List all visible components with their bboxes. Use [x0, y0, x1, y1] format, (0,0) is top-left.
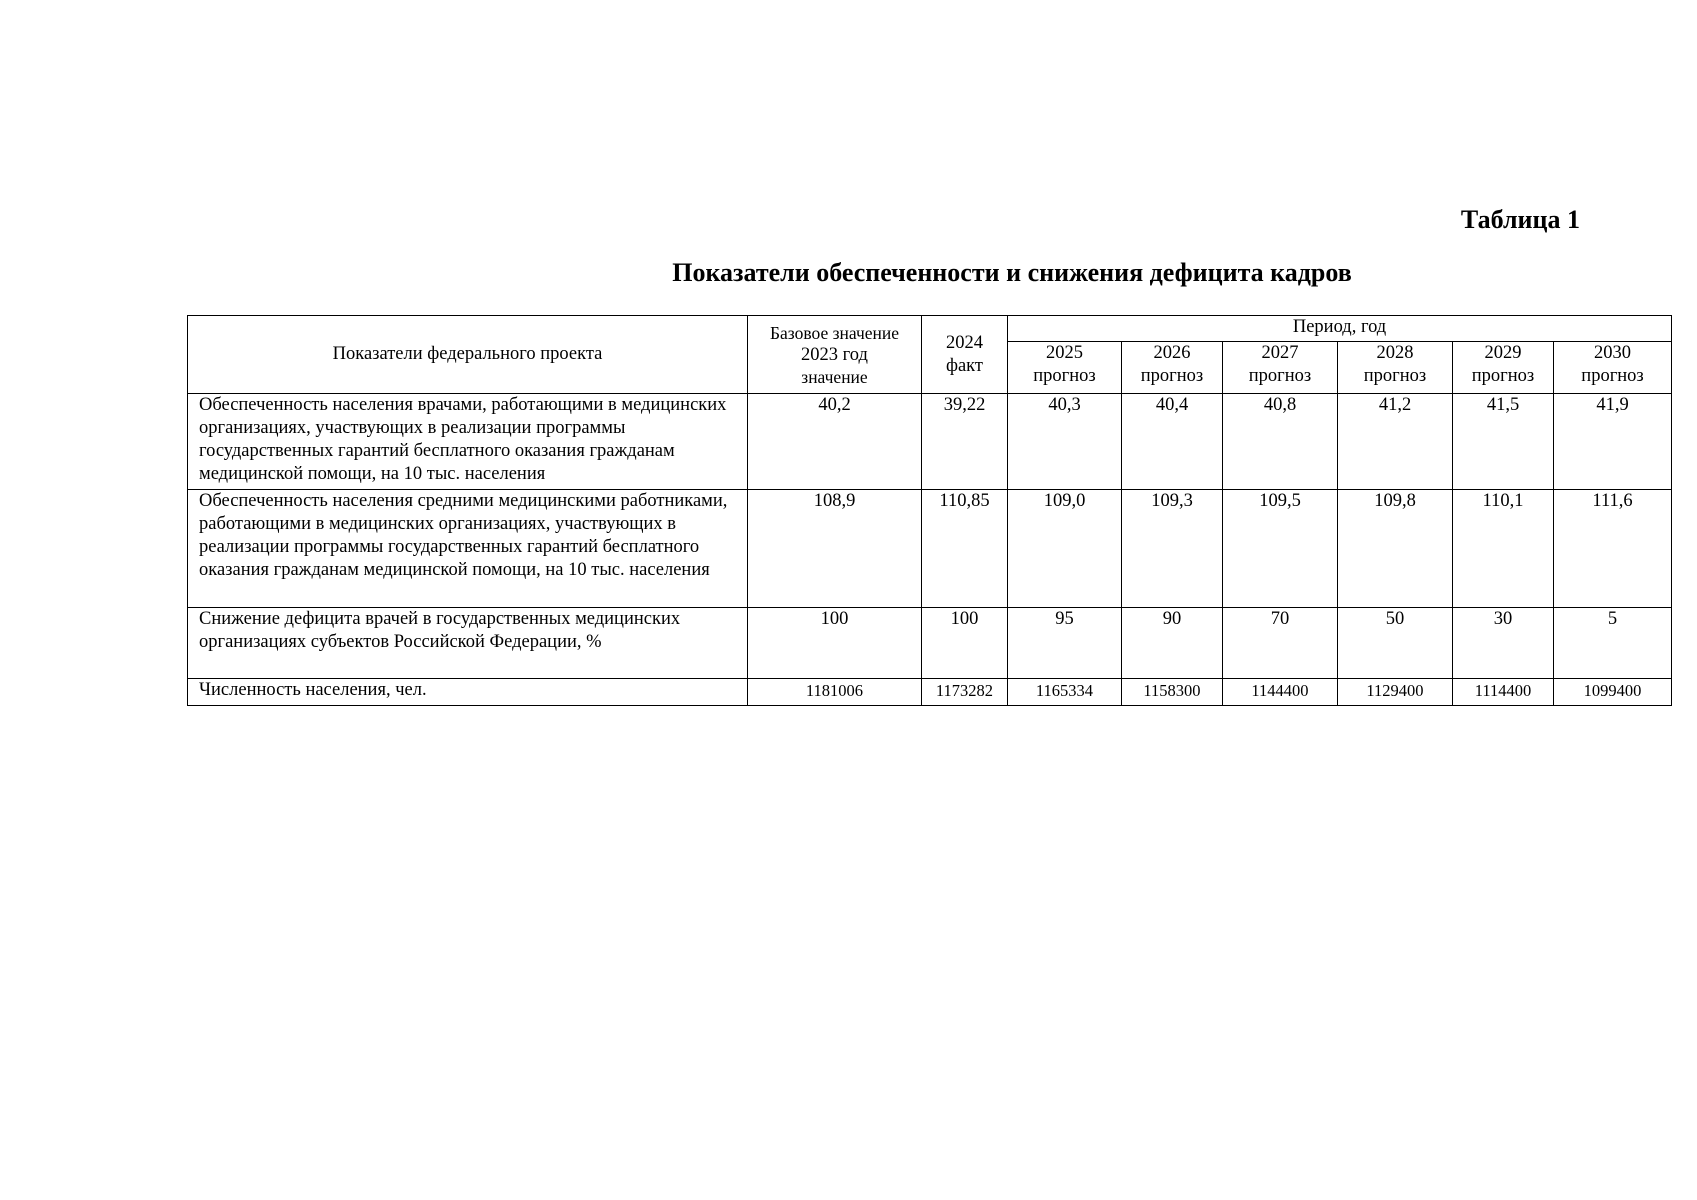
header-fact: [922, 316, 1008, 394]
table-number: Таблица 1: [1460, 205, 1580, 234]
value-cell: 40,4: [1122, 394, 1223, 490]
indicator-cell: Численность населения, чел.: [188, 679, 748, 706]
table-row: [188, 608, 1672, 679]
value-cell: 1165334: [1008, 679, 1122, 706]
header-year-2027: 2027 прогноз: [1223, 342, 1338, 394]
value-cell: 5: [1554, 608, 1672, 679]
header-base-line1: Базовое значение: [769, 322, 900, 343]
value-cell: 1114400: [1453, 679, 1554, 706]
value-cell: 40,3: [1008, 394, 1122, 490]
value-cell: 1181006: [748, 679, 922, 706]
value-cell: 41,9: [1554, 394, 1672, 490]
header-row-1: [188, 316, 1672, 342]
indicator-cell: Обеспеченность населения средними медицинскими работниками, работающими в медицинских организациях, участвующих в реализации программы государственных гарантий бесплатного оказания гражданам медицинской помощи, на 10 тыс. населения: [188, 490, 748, 608]
header-year-2029: 2029 прогноз: [1453, 342, 1554, 394]
header-fact-year: 2024: [946, 332, 983, 353]
header-fact-label: факт: [945, 355, 984, 376]
header-indicator: Показатели федерального проекта: [188, 316, 748, 394]
value-cell: 30: [1453, 608, 1554, 679]
value-cell: 110,1: [1453, 490, 1554, 608]
value-cell: 109,5: [1223, 490, 1338, 608]
value-cell: 109,8: [1338, 490, 1453, 608]
value-cell: 109,3: [1122, 490, 1223, 608]
header-base-value: [748, 316, 922, 394]
header-year-2025: 2025 прогноз: [1008, 342, 1122, 394]
header-period: Период, год: [1008, 316, 1672, 342]
value-cell: 109,0: [1008, 490, 1122, 608]
header-base-line2: 2023 год: [801, 344, 868, 365]
value-cell: 100: [922, 608, 1008, 679]
value-cell: 1144400: [1223, 679, 1338, 706]
value-cell: 50: [1338, 608, 1453, 679]
value-cell: 90: [1122, 608, 1223, 679]
value-cell: 41,2: [1338, 394, 1453, 490]
value-cell: 39,22: [922, 394, 1008, 490]
value-cell: 1173282: [922, 679, 1008, 706]
header-year-2028: 2028 прогноз: [1338, 342, 1453, 394]
value-cell: 1158300: [1122, 679, 1223, 706]
table-title: Показатели обеспеченности и снижения дефицита кадров: [672, 258, 1352, 287]
value-cell: 70: [1223, 608, 1338, 679]
value-cell: 1129400: [1338, 679, 1453, 706]
indicator-cell: Снижение дефицита врачей в государственных медицинских организациях субъектов Российской Федерации, %: [188, 608, 748, 679]
value-cell: 40,2: [748, 394, 922, 490]
value-cell: 110,85: [922, 490, 1008, 608]
value-cell: 1099400: [1554, 679, 1672, 706]
indicator-cell: Обеспеченность населения врачами, работающими в медицинских организациях, участвующих в реализации программы государственных гарантий бесплатного оказания гражданам медицинской помощи, на 10 тыс. населения: [188, 394, 748, 490]
value-cell: 41,5: [1453, 394, 1554, 490]
header-year-2030: 2030 прогноз: [1554, 342, 1672, 394]
header-year-2026: 2026 прогноз: [1122, 342, 1223, 394]
table-row: [188, 394, 1672, 490]
header-base-line3: значение: [801, 366, 868, 387]
indicators-table: [187, 315, 1672, 706]
value-cell: 108,9: [748, 490, 922, 608]
value-cell: 40,8: [1223, 394, 1338, 490]
value-cell: 111,6: [1554, 490, 1672, 608]
table-row: [188, 490, 1672, 608]
table-row: [188, 679, 1672, 706]
value-cell: 100: [748, 608, 922, 679]
value-cell: 95: [1008, 608, 1122, 679]
